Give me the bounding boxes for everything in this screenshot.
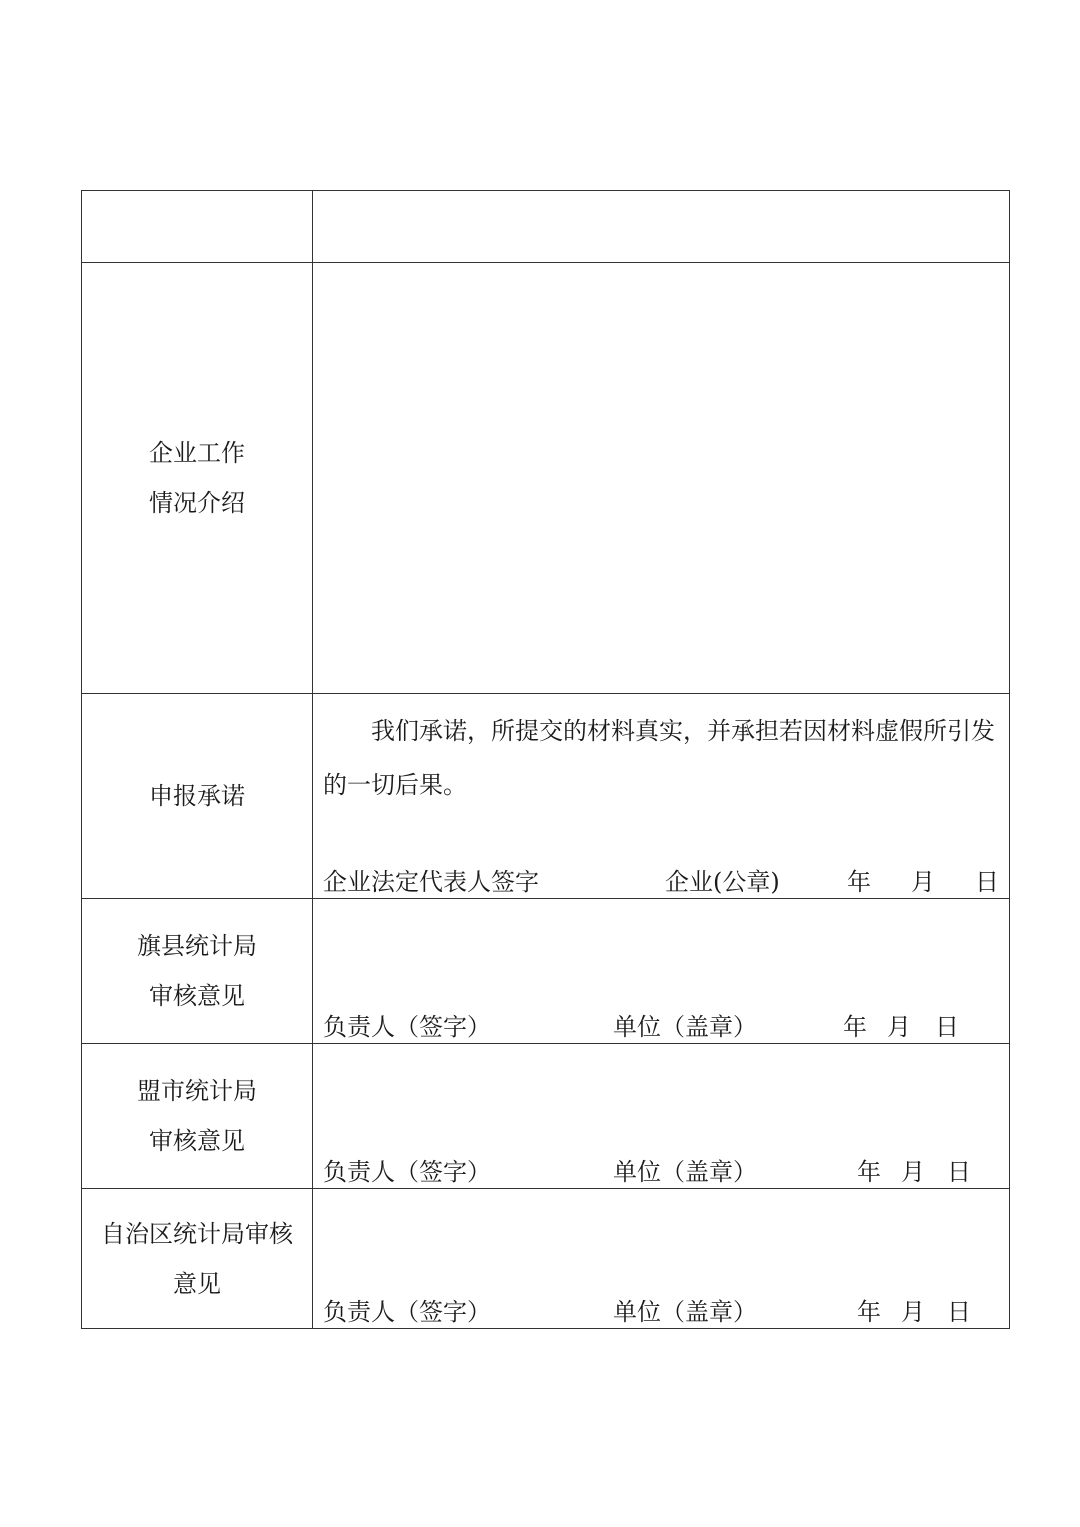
- year-label: 年: [843, 1013, 867, 1041]
- county-review-label-line-1: 旗县统计局: [137, 932, 257, 960]
- city-review-label-line-2: 审核意见: [149, 1127, 245, 1155]
- day-label: 日: [947, 1298, 971, 1326]
- day-label: 日: [935, 1013, 959, 1041]
- day-label: 日: [947, 1158, 971, 1186]
- county-review-label-line-2: 审核意见: [149, 982, 245, 1010]
- form-row-city-review: [82, 1044, 1010, 1189]
- unit-seal-label: 单位（盖章）: [613, 1158, 757, 1186]
- form-row-region-review: [82, 1189, 1010, 1329]
- county-signature-row: [313, 1003, 1009, 1043]
- responsible-person-signature-label: 负责人（签字）: [323, 1158, 491, 1186]
- promise-content: [313, 694, 1010, 899]
- form-row-blank: [82, 191, 1010, 263]
- promise-statement: 我们承诺，所提交的材料真实，并承担若因材料虚假所引发的一切后果。: [323, 717, 995, 799]
- promise-label: [82, 694, 313, 899]
- form-row-company-intro: [82, 263, 1010, 694]
- year-label: 年: [857, 1158, 881, 1186]
- company-intro-content[interactable]: [313, 263, 1010, 694]
- form-row-promise: [82, 694, 1010, 899]
- blank-content-cell[interactable]: [313, 191, 1010, 263]
- unit-seal-label: 单位（盖章）: [613, 1013, 757, 1041]
- region-review-label: [82, 1189, 313, 1329]
- city-signature-row: [313, 1148, 1009, 1188]
- day-label: 日: [975, 868, 999, 896]
- responsible-person-signature-label: 负责人（签字）: [323, 1013, 491, 1041]
- month-label: 月: [901, 1158, 925, 1186]
- company-intro-label-line-2: 情况介绍: [149, 489, 245, 517]
- company-intro-label-line-1: 企业工作: [149, 439, 245, 467]
- form-row-county-review: [82, 899, 1010, 1044]
- region-review-label-line-1: 自治区统计局审核: [101, 1219, 293, 1248]
- unit-seal-label: 单位（盖章）: [613, 1298, 757, 1326]
- region-review-content[interactable]: [313, 1189, 1010, 1329]
- month-label: 月: [901, 1298, 925, 1326]
- city-review-content[interactable]: [313, 1044, 1010, 1189]
- responsible-person-signature-label: 负责人（签字）: [323, 1298, 491, 1326]
- month-label: 月: [887, 1013, 911, 1041]
- blank-label-cell: [82, 191, 313, 263]
- region-review-label-line-2: 意见: [173, 1269, 221, 1298]
- county-review-label: [82, 899, 313, 1044]
- region-signature-row: [313, 1288, 1009, 1328]
- city-review-label: [82, 1044, 313, 1189]
- county-review-content[interactable]: [313, 899, 1010, 1044]
- promise-label-line-1: 申报承诺: [149, 782, 245, 810]
- company-seal-label: 企业(公章): [665, 868, 780, 896]
- city-review-label-line-1: 盟市统计局: [137, 1077, 257, 1105]
- company-intro-label: [82, 263, 313, 694]
- legal-rep-signature-label: 企业法定代表人签字: [323, 868, 539, 896]
- month-label: 月: [911, 868, 935, 896]
- promise-signature-row: [313, 858, 1009, 898]
- year-label: 年: [847, 868, 871, 896]
- application-form-table: [81, 190, 1010, 1329]
- year-label: 年: [857, 1298, 881, 1326]
